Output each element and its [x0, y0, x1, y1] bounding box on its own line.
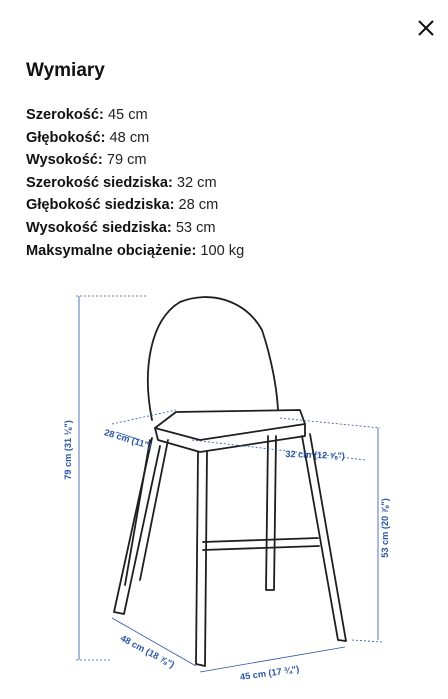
seat-depth-dimension: 28 cm (11"): [103, 427, 153, 452]
spec-value: 100 kg: [200, 242, 245, 259]
width-dimension: 45 cm (17 ¾"): [239, 663, 300, 683]
spec-value: 79 cm: [106, 152, 147, 169]
spec-label: Szerokość siedziska:: [26, 174, 173, 191]
chair-rear-leg: [266, 436, 276, 590]
spec-row-depth: [26, 127, 244, 150]
seat-width-dimension: 32 cm (12 ⅝"): [285, 448, 346, 462]
spec-value: 45 cm: [107, 107, 148, 123]
page-title: Wymiary: [26, 60, 105, 81]
spec-value: 32 cm: [176, 174, 217, 191]
chair-seat-top: [155, 410, 305, 440]
dimension-lines: [76, 296, 382, 672]
chair-backrest: [148, 297, 278, 420]
spec-label: Maksymalne obciążenie:: [26, 242, 197, 259]
spec-label: Wysokość siedziska:: [26, 219, 172, 236]
spec-label: Głębokość siedziska:: [26, 197, 175, 214]
spec-label: Głębokość:: [26, 129, 106, 146]
chair-dimension-diagram: [40, 280, 448, 690]
spec-row-max-load: [26, 240, 244, 263]
chair-front-left-leg: [114, 438, 160, 614]
spec-row-seat-depth: [26, 194, 244, 217]
depth-dimension: 48 cm (18 ⅞"): [118, 632, 177, 670]
chair-footrest: [203, 538, 319, 550]
close-button[interactable]: [412, 14, 440, 42]
spec-label: Wysokość:: [26, 152, 103, 169]
spec-value: 48 cm: [109, 129, 150, 146]
spec-row-seat-width: [26, 172, 244, 195]
spec-value: 53 cm: [175, 219, 216, 236]
spec-row-height: [26, 149, 244, 172]
spec-list: [26, 104, 244, 262]
chair-front-right-leg: [196, 452, 207, 666]
spec-row-seat-height: [26, 217, 244, 240]
spec-value: 28 cm: [178, 197, 219, 214]
close-icon: [417, 19, 435, 37]
chair-drawing: [114, 297, 346, 666]
spec-label: Szerokość:: [26, 107, 104, 123]
seat-height-dimension: 53 cm (20 ⅞"): [380, 498, 390, 558]
spec-row-width: [26, 104, 244, 127]
height-dimension: 79 cm (31 ⅛"): [63, 420, 73, 480]
